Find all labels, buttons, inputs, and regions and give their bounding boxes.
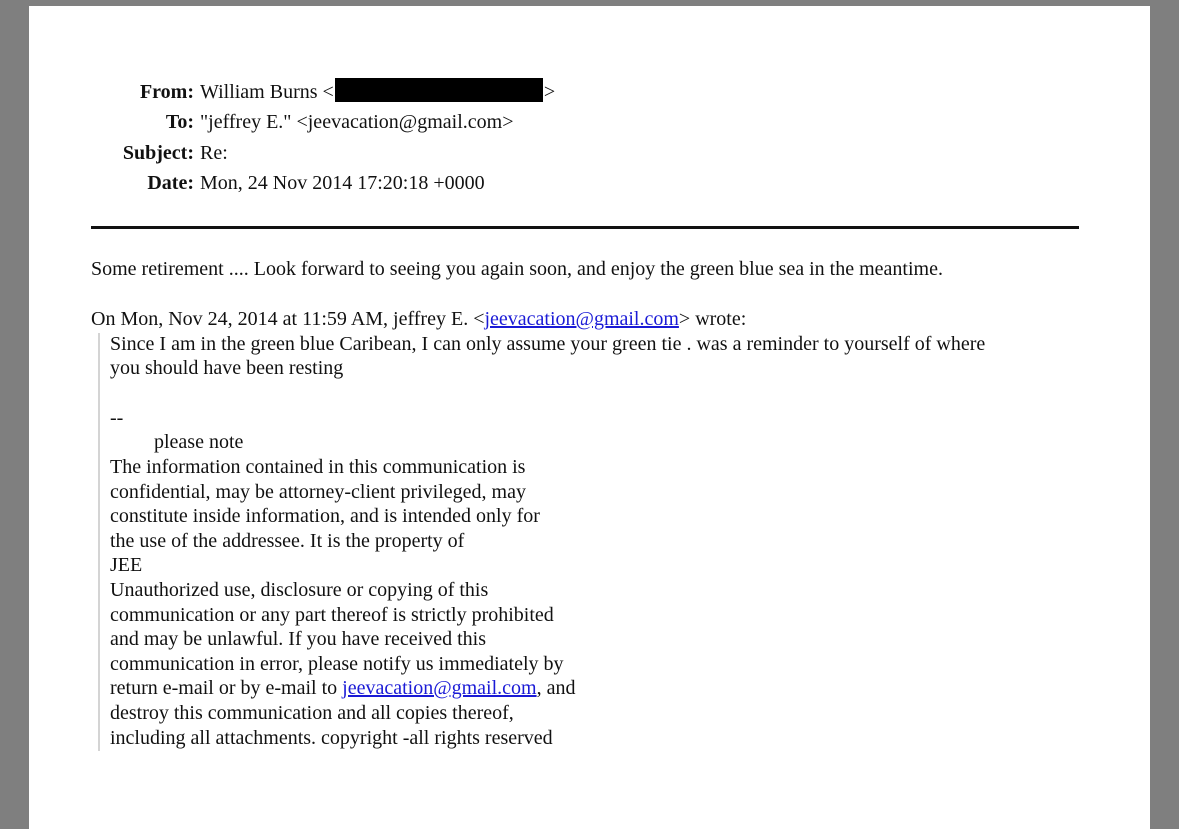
from-close: >: [543, 81, 556, 103]
date-label: Date:: [147, 172, 194, 194]
subject-label: Subject:: [122, 142, 194, 164]
attribution-email-link[interactable]: jeevacation@gmail.com: [484, 308, 679, 330]
attribution-line: [91, 307, 746, 332]
disclaimer-line: JEE: [110, 554, 143, 576]
email-page: [29, 6, 1150, 829]
return-prefix: return e-mail or by e-mail to: [110, 677, 343, 699]
quoted-line-1: Since I am in the green blue Caribean, I can only assume your green tie . was a reminder to yourself of where: [110, 333, 986, 355]
quoted-line-2: you should have been resting: [110, 357, 344, 379]
disclaimer-tail-line: including all attachments. copyright -all rights reserved: [110, 727, 553, 749]
disclaimer-line: constitute inside information, and is intended only for: [110, 505, 540, 527]
header-divider: [91, 226, 1079, 229]
disclaimer-line: communication or any part thereof is strictly prohibited: [110, 604, 554, 626]
to-label: To:: [165, 111, 194, 133]
disclaimer-line: Unauthorized use, disclosure or copying of this: [110, 579, 489, 601]
disclaimer-line: and may be unlawful. If you have received this: [110, 628, 486, 650]
return-email-link[interactable]: jeevacation@gmail.com: [342, 677, 537, 699]
signature-separator: --: [110, 407, 124, 429]
attribution-suffix: > wrote:: [678, 308, 747, 330]
subject-row: [29, 138, 194, 168]
disclaimer-line: The information contained in this communication is: [110, 456, 526, 478]
from-label: From:: [139, 81, 194, 103]
reply-text: Some retirement .... Look forward to seeing you again soon, and enjoy the green blue sea in the meantime.: [91, 258, 943, 280]
subject-value: Re:: [200, 142, 228, 164]
return-line: [110, 676, 575, 701]
disclaimer-line: communication in error, please notify us immediately by: [110, 653, 564, 675]
disclaimer-tail-line: destroy this communication and all copies thereof,: [110, 702, 514, 724]
attribution-prefix: On Mon, Nov 24, 2014 at 11:59 AM, jeffrey E. <: [91, 308, 485, 330]
to-row: [29, 107, 194, 137]
quote-bar: [98, 333, 100, 751]
to-value: "jeffrey E." <jeevacation@gmail.com>: [200, 111, 514, 133]
from-name: William Burns <: [200, 81, 334, 103]
date-row: [29, 168, 194, 198]
return-suffix: , and: [536, 677, 576, 699]
disclaimer-line: confidential, may be attorney-client privileged, may: [110, 481, 526, 503]
disclaimer-line: the use of the addressee. It is the property of: [110, 530, 465, 552]
note-line: please note: [154, 431, 244, 453]
redaction-block: [335, 78, 543, 102]
date-value: Mon, 24 Nov 2014 17:20:18 +0000: [200, 172, 485, 194]
from-row: [29, 77, 194, 107]
from-value: [200, 77, 555, 107]
